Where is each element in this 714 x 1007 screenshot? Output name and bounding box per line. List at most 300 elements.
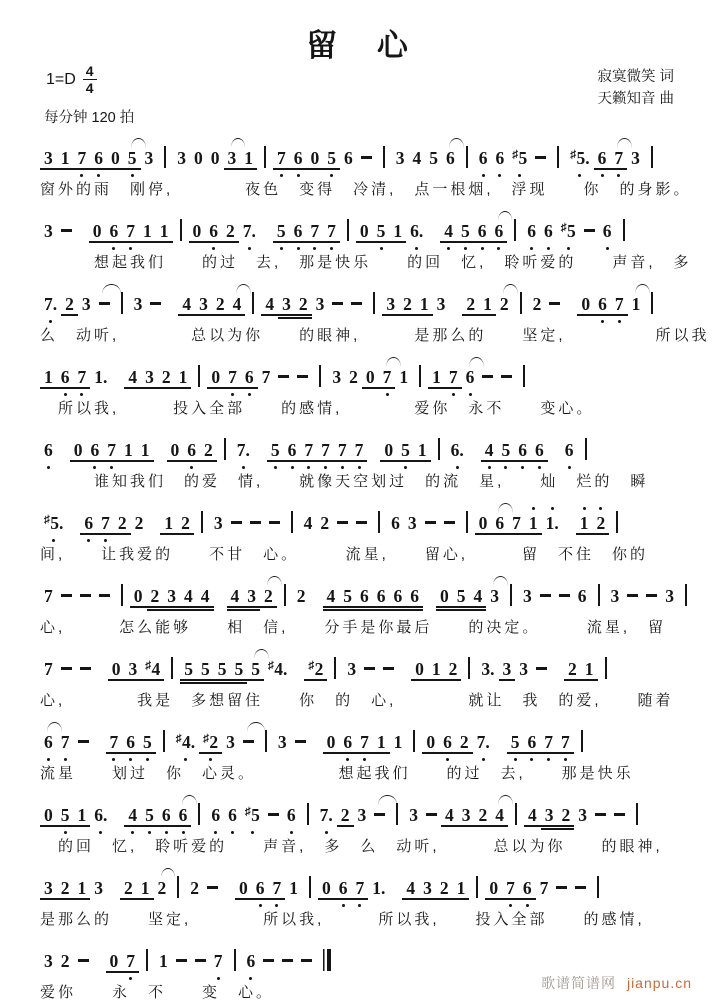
- note-token: [423, 880, 432, 898]
- dash-line: [361, 156, 372, 159]
- note-token: [311, 150, 320, 168]
- octave-dot-below: [129, 758, 132, 761]
- note-token: [78, 150, 87, 168]
- note-token: [339, 880, 348, 898]
- note-token: [203, 734, 218, 752]
- note-token: [44, 953, 53, 971]
- octave-dot-below: [248, 247, 251, 250]
- note-digit: 6: [60, 367, 70, 387]
- note-token: [377, 223, 386, 241]
- note-digit: 5: [343, 586, 352, 606]
- barline: [597, 876, 599, 898]
- note-token: [179, 369, 188, 387]
- note-digit: 1: [399, 367, 409, 387]
- sharp-icon: ♯: [570, 149, 576, 161]
- lyrics-line: 么 动听, 总以为你 的眼神, 是那么的 坚定, 所以我: [40, 327, 710, 344]
- note-digit: 6.: [94, 805, 108, 825]
- note-token: [244, 150, 253, 168]
- note-digit: 2: [296, 586, 306, 606]
- lyrics-line: 流星 划过 你 心灵。 想起我们 的过 去, 那是快乐: [40, 765, 634, 782]
- note-token: [399, 369, 408, 387]
- music-system: [40, 572, 698, 637]
- octave-dot-below: [488, 466, 491, 469]
- note-token: [182, 296, 191, 314]
- note-digit: 6: [446, 148, 455, 168]
- note-token: [665, 588, 674, 606]
- note-token: [171, 442, 180, 460]
- note-digit: 5: [251, 659, 260, 679]
- note-token: [78, 953, 89, 971]
- music-system: [40, 718, 698, 783]
- note-token: [204, 442, 213, 460]
- octave-dot-below: [498, 174, 501, 177]
- note-token: [535, 150, 546, 168]
- note-token: [540, 588, 551, 606]
- note-digit: 2: [466, 294, 476, 314]
- note-digit: 0: [111, 659, 121, 679]
- note-token: [278, 369, 289, 387]
- note-token: [308, 661, 323, 679]
- note-digit: 1: [44, 367, 53, 387]
- octave-dot-below: [568, 466, 571, 469]
- barline: [466, 146, 468, 168]
- note-digit: 6: [376, 586, 386, 606]
- note-digit: 6: [293, 148, 303, 168]
- note-digit: 0: [170, 440, 180, 460]
- note-token: [386, 296, 395, 314]
- note-token: [478, 223, 487, 241]
- note-digit: 2: [117, 513, 127, 533]
- note-digit: 7: [614, 148, 624, 168]
- barline: [598, 584, 600, 606]
- note-token: [245, 807, 260, 825]
- note-token: [288, 442, 297, 460]
- note-token: [80, 661, 91, 679]
- note-token: [332, 296, 343, 314]
- dash-line: [540, 594, 551, 597]
- note-token: [451, 442, 464, 460]
- barline: [201, 511, 203, 533]
- barline: [585, 438, 587, 460]
- note-token: [134, 296, 143, 314]
- note-digit: 1: [124, 440, 133, 460]
- note-digit: 1: [528, 513, 538, 533]
- note-token: [418, 442, 427, 460]
- octave-dot-below: [217, 977, 220, 980]
- dash-line: [282, 959, 293, 962]
- note-token: [159, 953, 168, 971]
- note-token: [584, 223, 595, 241]
- note-digit: 2: [459, 732, 469, 752]
- note-digit: 1: [483, 294, 492, 314]
- note-digit: 5: [567, 221, 576, 241]
- octave-dot-below: [567, 247, 570, 250]
- note-token: [490, 588, 499, 606]
- octave-dot-below: [447, 247, 450, 250]
- note-digit: 3: [177, 148, 186, 168]
- note-token: [78, 880, 87, 898]
- note-digit: 6.: [450, 440, 464, 460]
- note-digit: 4: [128, 805, 138, 825]
- note-digit: 4: [444, 221, 453, 241]
- note-token: [235, 661, 244, 679]
- note-token: [44, 515, 63, 533]
- note-digit: 7.: [476, 732, 490, 752]
- note-digit: 3: [610, 586, 620, 606]
- note-token: [143, 734, 152, 752]
- note-token: [61, 734, 70, 752]
- note-token: [93, 223, 102, 241]
- dash-line: [195, 959, 206, 962]
- note-digit: 1: [417, 440, 427, 460]
- dash-line: [383, 667, 394, 670]
- note-digit: 6: [246, 951, 256, 971]
- note-token: [160, 223, 169, 241]
- octave-dot-below: [131, 174, 134, 177]
- note-token: [99, 588, 110, 606]
- barline: [466, 511, 468, 533]
- note-digit: 5: [401, 440, 410, 460]
- octave-dot-below: [97, 174, 100, 177]
- barline: [264, 146, 266, 168]
- dash-line: [297, 375, 308, 378]
- note-digit: 5: [510, 732, 520, 752]
- lyrics-line: 窗外的雨 刚停, 夜色 变得 冷清, 点一根烟, 浮现 你 的身影。: [40, 181, 692, 198]
- note-token: [631, 150, 640, 168]
- note-token: [409, 807, 418, 825]
- sharp-icon: ♯: [268, 660, 274, 672]
- note-digit: 2: [403, 294, 412, 314]
- dash-line: [278, 375, 289, 378]
- barline: [180, 219, 182, 241]
- note-token: [466, 296, 475, 314]
- note-digit: 6: [393, 586, 403, 606]
- note-digit: 3: [502, 659, 512, 679]
- octave-dot-below: [212, 247, 215, 250]
- note-token: [126, 953, 135, 971]
- barline: [515, 803, 517, 825]
- note-token: [61, 369, 70, 387]
- note-token: [495, 515, 504, 533]
- dash-line: [99, 302, 110, 305]
- note-token: [482, 369, 493, 387]
- barline: [605, 657, 607, 679]
- octave-dot-below: [342, 904, 345, 907]
- note-digit: 7: [506, 878, 515, 898]
- note-digit: 2: [190, 878, 199, 898]
- note-digit: 4: [184, 586, 193, 606]
- note-token: [646, 588, 657, 606]
- note-digit: 3: [461, 805, 471, 825]
- note-token: [364, 661, 375, 679]
- lyrics-line: 想起我们 的过 去, 那是快乐 的回 忆, 聆听爱的 声音, 多: [40, 254, 692, 271]
- barline: [319, 365, 321, 387]
- barline: [616, 511, 618, 533]
- note-digit: 1: [159, 951, 168, 971]
- note-digit: 7: [272, 878, 282, 898]
- notation-line: [40, 426, 698, 469]
- note-digit: 3: [133, 294, 143, 314]
- octave-dot-below: [275, 904, 278, 907]
- note-token: [377, 588, 386, 606]
- note-digit: 6: [287, 440, 297, 460]
- barline: [413, 730, 415, 752]
- note-token: [413, 150, 422, 168]
- octave-dot-below: [514, 758, 517, 761]
- note-token: [518, 442, 527, 460]
- note-token: [143, 223, 152, 241]
- note-digit: 3: [44, 951, 53, 971]
- note-token: [299, 296, 308, 314]
- note-digit: 7: [337, 440, 347, 460]
- note-digit: 6: [564, 440, 574, 460]
- note-token: [277, 150, 286, 168]
- note-digit: 6: [494, 221, 504, 241]
- barline: [307, 803, 309, 825]
- note-token: [145, 661, 160, 679]
- tempo-marking: 每分钟 120 拍: [44, 110, 135, 126]
- note-digit: 5: [276, 221, 286, 241]
- note-token: [536, 661, 547, 679]
- note-digit: 0: [310, 148, 320, 168]
- note-token: [466, 369, 475, 387]
- note-token: [527, 223, 536, 241]
- note-digit: 3: [519, 659, 528, 679]
- note-token: [444, 515, 455, 533]
- note-digit: 7: [355, 878, 365, 898]
- sharp-icon: ♯: [145, 660, 151, 672]
- note-digit: 2: [226, 221, 235, 241]
- note-digit: 6: [602, 221, 612, 241]
- note-token: [544, 734, 553, 752]
- note-token: [444, 223, 453, 241]
- barline: [291, 511, 293, 533]
- note-token: [61, 953, 70, 971]
- note-digit: 3: [347, 659, 357, 679]
- note-token: [533, 296, 542, 314]
- note-token: [477, 734, 490, 752]
- note-digit: 5: [145, 805, 154, 825]
- note-digit: 3: [544, 805, 554, 825]
- note-digit: 1: [164, 513, 174, 533]
- note-token: [495, 807, 504, 825]
- note-digit: 2: [439, 878, 449, 898]
- octave-dot-below: [358, 466, 361, 469]
- note-token: [256, 880, 265, 898]
- note-token: [343, 588, 352, 606]
- dash-line: [536, 667, 547, 670]
- note-token: [176, 953, 187, 971]
- note-digit: 6: [126, 732, 135, 752]
- note-token: [118, 515, 127, 533]
- note-token: [101, 515, 110, 533]
- note-token: [449, 369, 458, 387]
- note-token: [598, 150, 607, 168]
- dash-line: [646, 594, 657, 597]
- note-digit: 4: [473, 586, 483, 606]
- notation-line: [40, 572, 698, 615]
- note-digit: 2: [215, 294, 225, 314]
- note-digit: 3: [332, 367, 342, 387]
- note-token: [61, 150, 70, 168]
- octave-dot-below: [601, 320, 604, 323]
- note-token: [228, 807, 237, 825]
- note-digit: 6: [597, 148, 607, 168]
- note-digit: 2: [264, 586, 273, 606]
- note-digit: 5: [518, 148, 528, 168]
- note-token: [304, 442, 313, 460]
- note-digit: 6: [90, 440, 100, 460]
- credits: [597, 66, 674, 111]
- note-digit: 2: [448, 659, 458, 679]
- note-digit: 1: [584, 659, 594, 679]
- note-digit: 2: [134, 513, 144, 533]
- note-digit: 5: [234, 659, 244, 679]
- note-digit: 2: [181, 513, 190, 533]
- note-digit: 6: [84, 513, 94, 533]
- note-digit: 4: [495, 805, 504, 825]
- note-digit: 2: [478, 805, 488, 825]
- dash-line: [584, 229, 595, 232]
- note-token: [415, 661, 424, 679]
- note-digit: 6: [535, 440, 544, 460]
- note-token: [474, 588, 483, 606]
- octave-dot-below: [251, 831, 254, 834]
- note-digit: 7: [77, 148, 87, 168]
- note-digit: 4: [326, 586, 336, 606]
- barline: [557, 146, 559, 168]
- note-digit: 7: [614, 294, 624, 314]
- note-digit: 4: [230, 586, 240, 606]
- note-token: [479, 515, 488, 533]
- note-digit: 2: [161, 367, 171, 387]
- note-digit: 1: [456, 878, 466, 898]
- notation-line: [40, 645, 698, 688]
- note-token: [297, 369, 308, 387]
- octave-dot-below: [146, 758, 149, 761]
- watermark-url: jianpu.cn: [626, 975, 692, 991]
- note-token: [264, 588, 273, 606]
- note-digit: 6: [527, 221, 536, 241]
- note-token: [327, 734, 336, 752]
- note-token: [128, 369, 137, 387]
- note-token: [372, 880, 385, 898]
- note-token: [443, 734, 452, 752]
- note-digit: 0: [489, 878, 499, 898]
- note-token: [503, 661, 512, 679]
- note-digit: 2: [499, 294, 509, 314]
- octave-dot-below: [112, 247, 115, 250]
- octave-dot-below: [110, 466, 113, 469]
- note-token: [500, 296, 509, 314]
- note-token: [181, 515, 190, 533]
- note-digit: 3: [145, 367, 154, 387]
- barline: [378, 511, 380, 533]
- barline: [651, 146, 653, 168]
- dash-line: [78, 740, 89, 743]
- note-token: [358, 807, 367, 825]
- score: [40, 134, 710, 1007]
- note-token: [211, 807, 220, 825]
- note-digit: 3: [277, 732, 287, 752]
- note-digit: 4: [200, 586, 210, 606]
- octave-dot-below: [184, 758, 187, 761]
- dash-line: [444, 521, 455, 524]
- note-digit: 1: [143, 221, 152, 241]
- music-system: [40, 207, 698, 272]
- note-digit: 7: [228, 367, 237, 387]
- lyrics-line: 所以我, 投入全部 的感情, 爱你 永不 变心。: [40, 400, 595, 417]
- barline: [163, 730, 165, 752]
- dash-line: [575, 886, 586, 889]
- music-system: [40, 645, 698, 710]
- note-digit: 3: [409, 805, 418, 825]
- note-digit: 1: [60, 148, 70, 168]
- octave-dot-below: [231, 393, 234, 396]
- barline: [468, 657, 470, 679]
- note-token: [263, 953, 274, 971]
- note-token: [483, 296, 492, 314]
- note-digit: 3: [81, 294, 91, 314]
- note-token: [164, 515, 173, 533]
- octave-dot-below: [530, 247, 533, 250]
- octave-dot-below: [52, 539, 55, 542]
- note-token: [247, 953, 256, 971]
- octave-dot-below: [93, 466, 96, 469]
- note-token: [201, 661, 210, 679]
- note-digit: 1: [77, 805, 87, 825]
- note-token: [294, 223, 303, 241]
- dash-line: [351, 302, 362, 305]
- note-token: [61, 661, 72, 679]
- barline: [234, 949, 236, 971]
- note-token: [110, 734, 119, 752]
- note-digit: 7: [109, 732, 119, 752]
- note-token: [377, 734, 386, 752]
- note-token: [496, 150, 505, 168]
- note-token: [128, 807, 137, 825]
- dash-line: [80, 667, 91, 670]
- note-token: [193, 223, 202, 241]
- note-token: [535, 442, 544, 460]
- note-digit: 7: [213, 951, 223, 971]
- note-token: [481, 661, 494, 679]
- note-digit: 2: [340, 805, 350, 825]
- note-digit: 7: [310, 221, 320, 241]
- octave-dot-above: [551, 507, 554, 510]
- note-token: [84, 515, 93, 533]
- note-digit: 6: [244, 367, 254, 387]
- key-signature: [46, 64, 97, 95]
- note-token: [310, 223, 319, 241]
- dash-line: [595, 813, 606, 816]
- note-token: [545, 807, 554, 825]
- note-digit: 4: [412, 148, 422, 168]
- note-token: [195, 953, 206, 971]
- note-digit: 7: [544, 732, 553, 752]
- note-token: [268, 661, 287, 679]
- note-digit: 7.: [236, 440, 250, 460]
- octave-dot-below: [358, 904, 361, 907]
- note-digit: 3: [490, 586, 499, 606]
- octave-dot-below: [129, 977, 132, 980]
- barline: [224, 438, 226, 460]
- note-token: [316, 296, 325, 314]
- note-token: [211, 150, 220, 168]
- note-token: [383, 369, 392, 387]
- note-token: [201, 588, 210, 606]
- octave-dot-below: [564, 758, 567, 761]
